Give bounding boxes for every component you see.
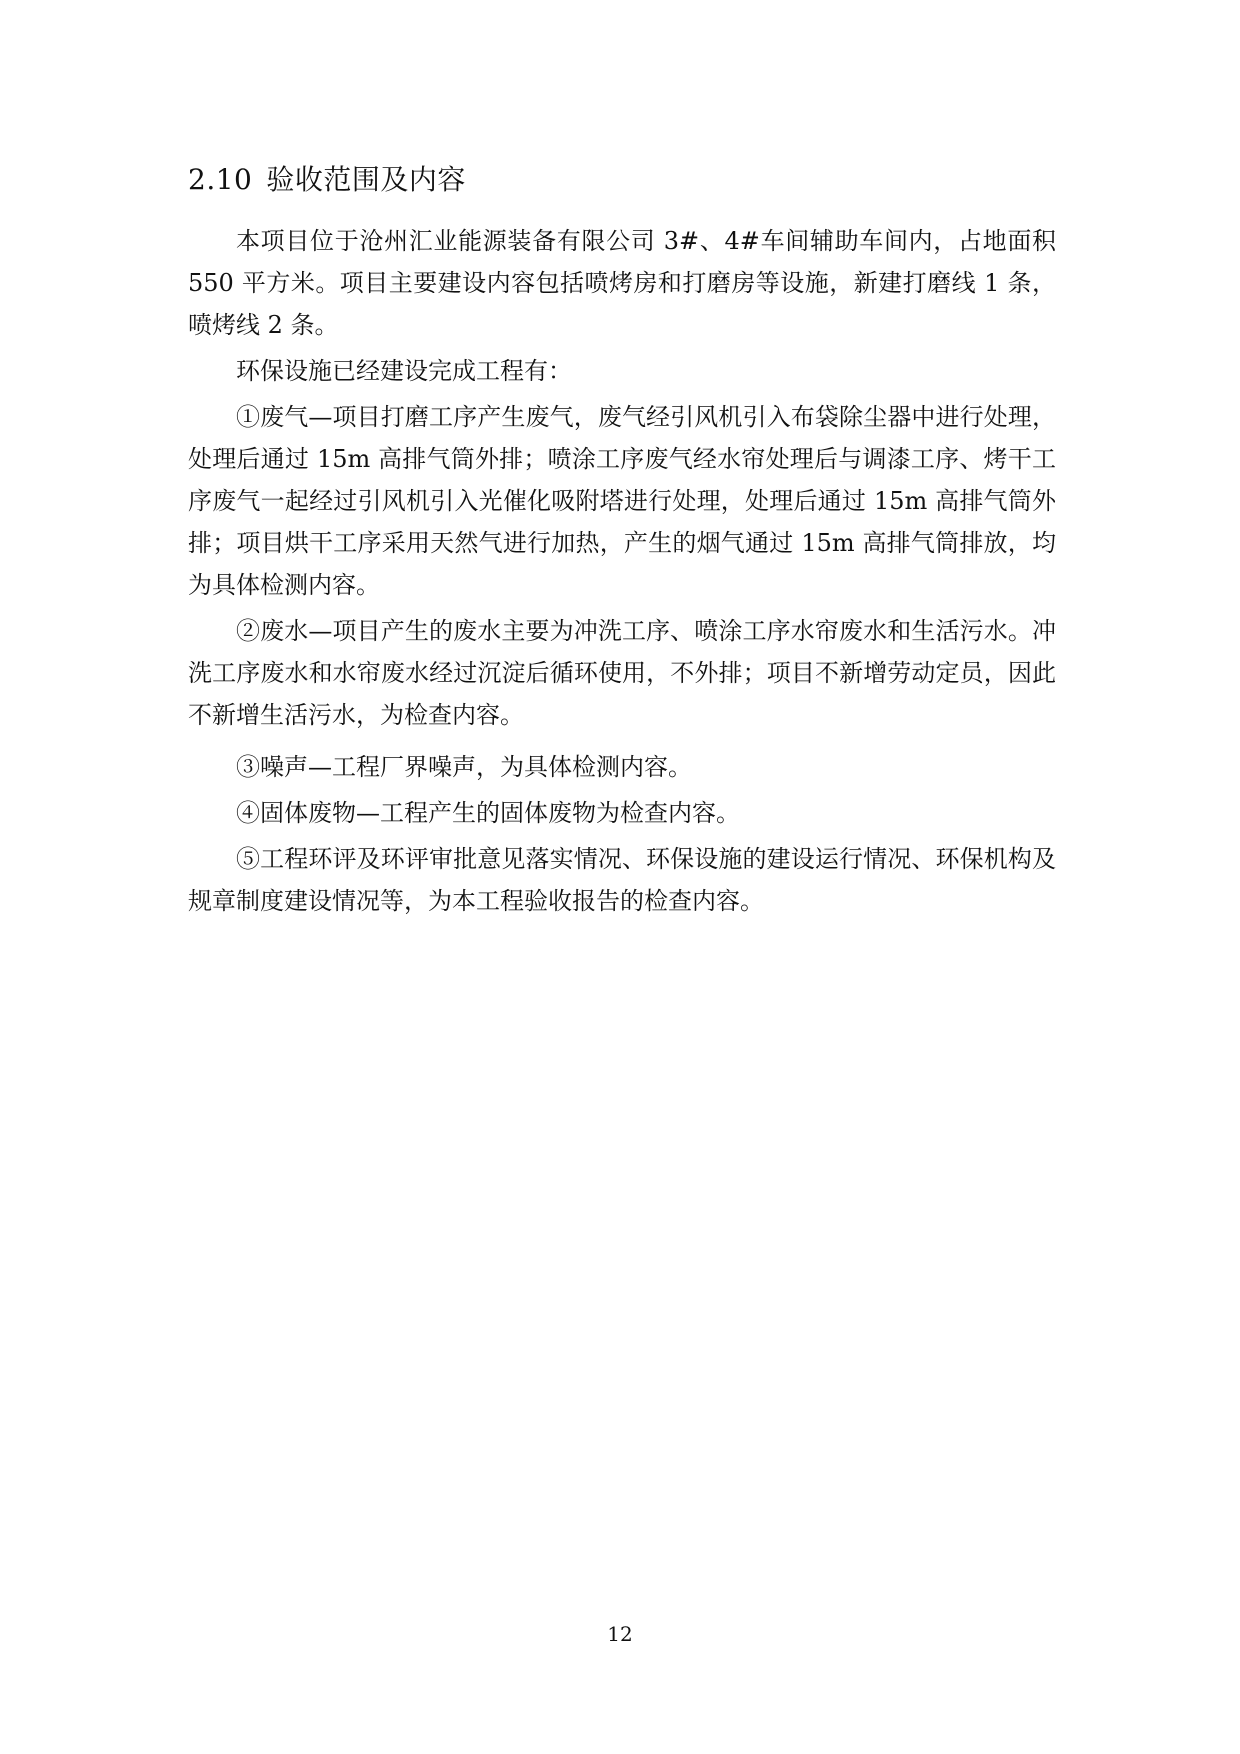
section-number: 2.10 — [188, 163, 253, 196]
paragraph-solid-waste: ④固体废物—工程产生的固体废物为检查内容。 — [236, 799, 740, 827]
paragraph-project-overview: 本项目位于沧州汇业能源装备有限公司 3#、4#车间辅助车间内，占地面积 550 平方米。项目主要建设内容包括喷烤房和打磨房等设施，新建打磨线 1 条，喷烤线 2 条。 — [188, 227, 1056, 339]
paragraph-facilities-intro: 环保设施已经建设完成工程有： — [236, 357, 572, 385]
paragraph-waste-gas: ①废气—项目打磨工序产生废气，废气经引风机引入布袋除尘器中进行处理，处理后通过 15m 高排气筒外排；喷涂工序废气经水帘处理后与调漆工序、烤干工序废气一起经过引风机引入光催化吸附塔进行处理，处理后通过 15m 高排气筒外排；项目烘干工序采用天然气进行加热，产生的烟气通过 15m 高排气筒排放，均为具体检测内容。 — [188, 403, 1056, 599]
section-heading — [188, 160, 1056, 200]
page-number: 12 — [607, 1622, 633, 1646]
page-content — [188, 160, 1056, 926]
paragraph-eia-inspection: ⑤工程环评及环评审批意见落实情况、环保设施的建设运行情况、环保机构及规章制度建设情况等，为本工程验收报告的检查内容。 — [188, 845, 1056, 915]
paragraph-waste-water: ②废水—项目产生的废水主要为冲洗工序、喷涂工序水帘废水和生活污水。冲洗工序废水和水帘废水经过沉淀后循环使用，不外排；项目不新增劳动定员，因此不新增生活污水，为检查内容。 — [188, 617, 1056, 729]
paragraph-noise: ③噪声—工程厂界噪声，为具体检测内容。 — [236, 753, 692, 781]
section-title: 验收范围及内容 — [266, 163, 466, 196]
